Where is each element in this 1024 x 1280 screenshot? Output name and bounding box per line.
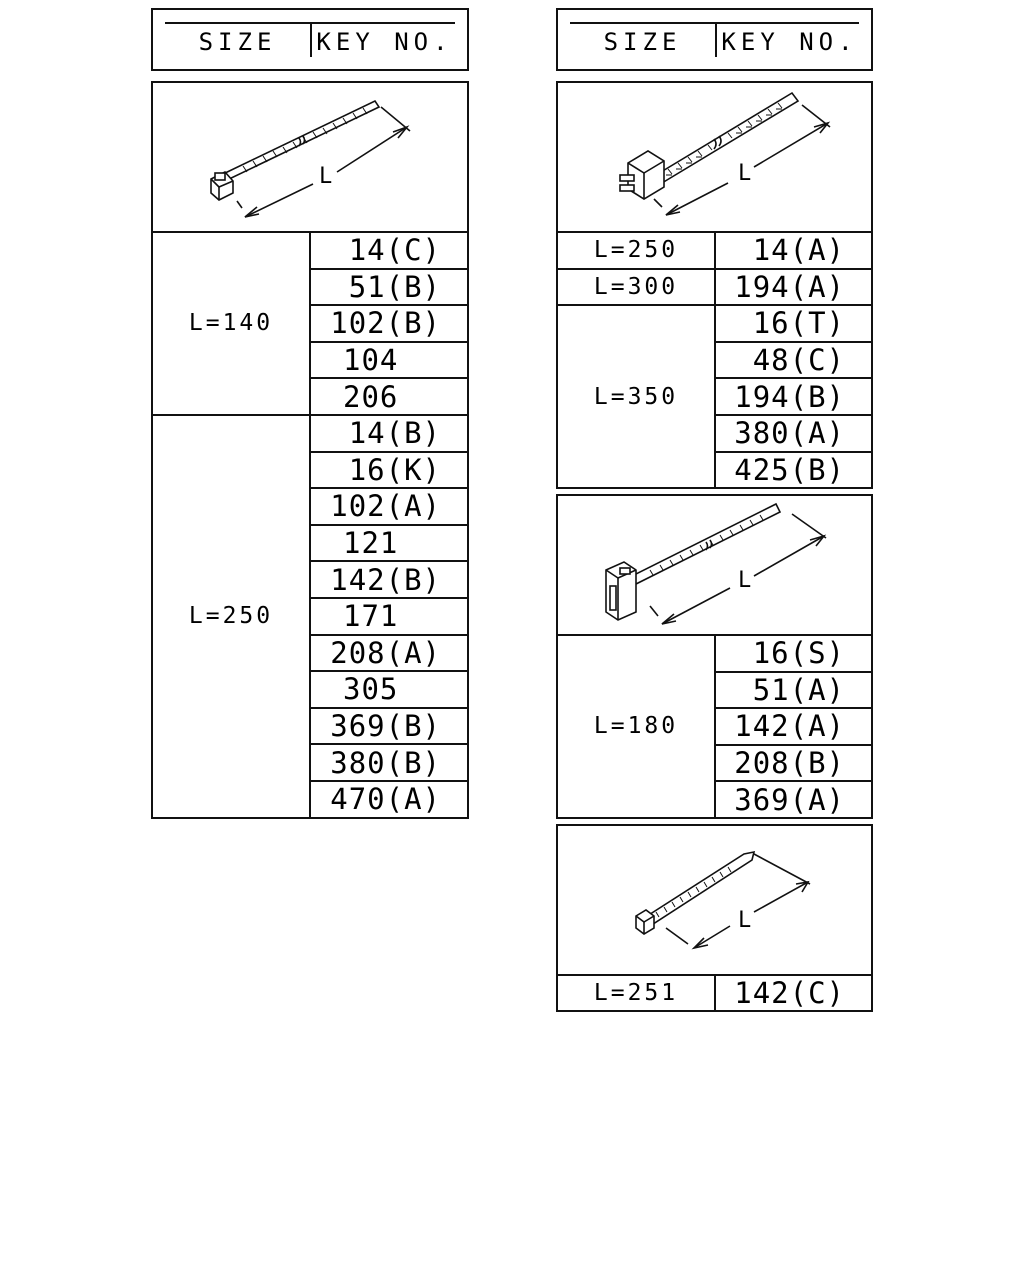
key-no-cell: 142(A) bbox=[715, 708, 872, 745]
key-no-cell: 121 bbox=[310, 525, 468, 562]
key-no-cell: 16(S) bbox=[715, 635, 872, 672]
dimension-label: L bbox=[738, 161, 752, 186]
key-no-cell: 380(A) bbox=[715, 415, 872, 452]
right-cable-tie-image-1 bbox=[556, 81, 873, 233]
left-cable-tie-image bbox=[151, 81, 469, 233]
dimension-label: L bbox=[738, 568, 752, 593]
key-no-cell: 206 bbox=[310, 378, 468, 415]
key-no-cell: 380(B) bbox=[310, 744, 468, 781]
key-no-cell: 305 bbox=[310, 671, 468, 708]
key-no-cell: 51(B) bbox=[310, 269, 468, 306]
size-cell: L=140 bbox=[152, 232, 310, 415]
key-no-cell: 14(C) bbox=[310, 232, 468, 269]
table-row bbox=[557, 635, 872, 672]
right-key-table-3 bbox=[556, 974, 873, 1012]
cable-tie-with-mount-drawing bbox=[153, 83, 467, 231]
key-no-cell: 470(A) bbox=[310, 781, 468, 818]
right-cable-tie-image-3 bbox=[556, 824, 873, 976]
key-no-cell: 16(T) bbox=[715, 305, 872, 342]
right-key-table-1 bbox=[556, 231, 873, 489]
size-cell: L=180 bbox=[557, 635, 715, 818]
right-key-table-1-body bbox=[557, 232, 872, 488]
size-header: SIZE bbox=[198, 28, 277, 56]
standard-cable-tie-drawing bbox=[558, 826, 871, 974]
key-no-cell: 48(C) bbox=[715, 342, 872, 379]
size-cell: L=350 bbox=[557, 305, 715, 488]
size-cell: L=251 bbox=[557, 975, 715, 1011]
left-header bbox=[151, 8, 469, 71]
cable-tie-with-clip-head-drawing bbox=[558, 496, 871, 634]
right-key-table-2-body bbox=[557, 635, 872, 818]
key-no-cell: 142(C) bbox=[715, 975, 872, 1011]
table-row bbox=[152, 415, 468, 452]
key-no-cell: 142(B) bbox=[310, 561, 468, 598]
key-no-cell: 194(B) bbox=[715, 378, 872, 415]
key-no-cell: 102(A) bbox=[310, 488, 468, 525]
key-no-cell: 425(B) bbox=[715, 452, 872, 489]
key-no-cell: 102(B) bbox=[310, 305, 468, 342]
left-key-table-body bbox=[152, 232, 468, 818]
right-cable-tie-image-2 bbox=[556, 494, 873, 636]
key-no-cell: 14(A) bbox=[715, 232, 872, 269]
table-row bbox=[557, 269, 872, 306]
key-no-cell: 14(B) bbox=[310, 415, 468, 452]
key-no-cell: 208(A) bbox=[310, 635, 468, 672]
size-header: SIZE bbox=[603, 28, 682, 56]
key-no-cell: 171 bbox=[310, 598, 468, 635]
cable-tie-with-block-head-drawing bbox=[558, 83, 871, 231]
key-no-header: KEY NO. bbox=[721, 28, 858, 56]
right-header bbox=[556, 8, 873, 71]
key-no-cell: 369(B) bbox=[310, 708, 468, 745]
key-no-cell: 208(B) bbox=[715, 745, 872, 782]
key-no-cell: 194(A) bbox=[715, 269, 872, 306]
size-cell: L=250 bbox=[557, 232, 715, 269]
table-row bbox=[557, 232, 872, 269]
key-no-cell: 369(A) bbox=[715, 781, 872, 818]
table-row bbox=[557, 975, 872, 1011]
right-key-table-2 bbox=[556, 634, 873, 819]
left-key-table bbox=[151, 231, 469, 819]
right-key-table-3-body bbox=[557, 975, 872, 1011]
size-cell: L=300 bbox=[557, 269, 715, 306]
table-row bbox=[557, 305, 872, 342]
size-cell: L=250 bbox=[152, 415, 310, 818]
dimension-label: L bbox=[738, 908, 752, 933]
key-no-cell: 104 bbox=[310, 342, 468, 379]
key-no-header: KEY NO. bbox=[316, 28, 453, 56]
key-no-cell: 51(A) bbox=[715, 672, 872, 709]
key-no-cell: 16(K) bbox=[310, 452, 468, 489]
dimension-label: L bbox=[319, 164, 333, 189]
table-row bbox=[152, 232, 468, 269]
